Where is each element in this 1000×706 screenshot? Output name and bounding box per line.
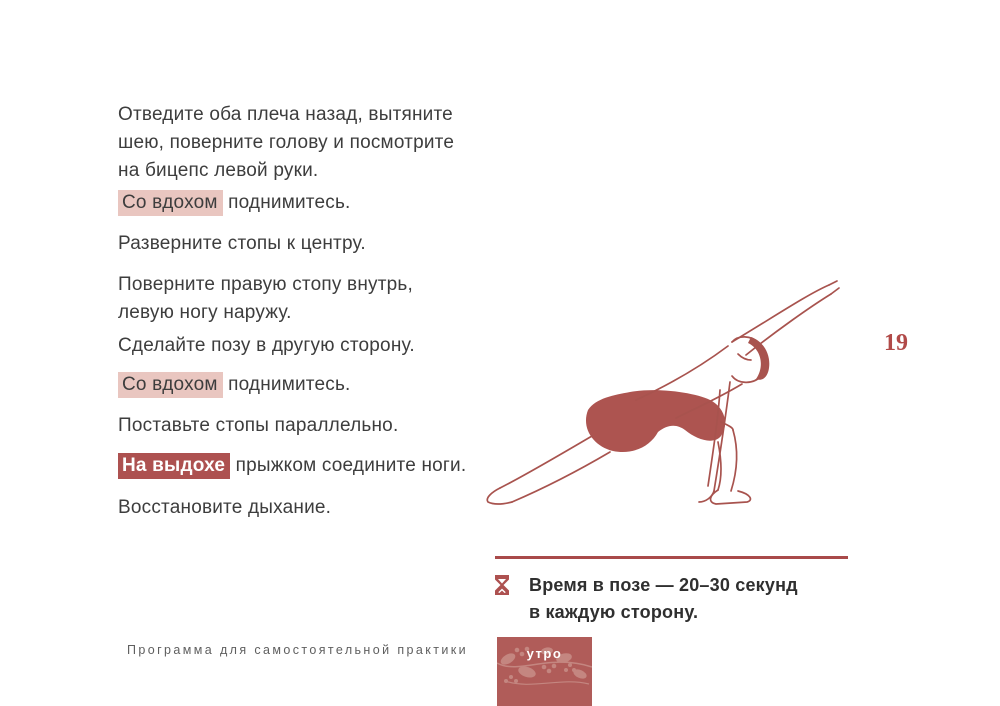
morning-tag [497,637,592,706]
step-line: шею, поверните голову и посмотрите [118,132,455,153]
step-paragraph [118,189,493,217]
step-text: прыжком соедините ноги. [230,455,467,476]
timing-line: Время в позе — 20–30 секунд [529,575,798,595]
step-line: Отведите оба плеча назад, вытяните [118,104,453,125]
step-paragraph [118,271,493,327]
step-paragraph [118,101,493,185]
step-paragraph: Поставьте стопы параллельно. [118,415,399,436]
hourglass-icon [494,574,510,596]
step-paragraph [118,371,493,399]
program-footer: Программа для самостоятельной практики [127,643,468,657]
step-paragraph [118,452,493,480]
step-paragraph: Восстановите дыхание. [118,497,332,518]
step-text: поднимитесь. [222,192,351,213]
step-line: левую ногу наружу. [118,302,292,323]
yoga-pose-illustration [480,278,870,548]
inhale-highlight: Со вдохом [118,190,223,216]
step-paragraph: Сделайте позу в другую сторону. [118,335,415,356]
exhale-highlight: На выдохе [118,453,230,479]
step-text: поднимитесь. [222,374,351,395]
inhale-highlight: Со вдохом [118,372,223,398]
step-line: Поверните правую стопу внутрь, [118,274,413,295]
divider-rule [495,556,848,559]
timing-note [529,572,859,626]
page-number: 19 [884,330,908,356]
tag-label: утро [526,646,563,661]
step-line: на бицепс левой руки. [118,160,319,181]
step-paragraph: Разверните стопы к центру. [118,233,366,254]
timing-line: в каждую сторону. [529,602,699,622]
